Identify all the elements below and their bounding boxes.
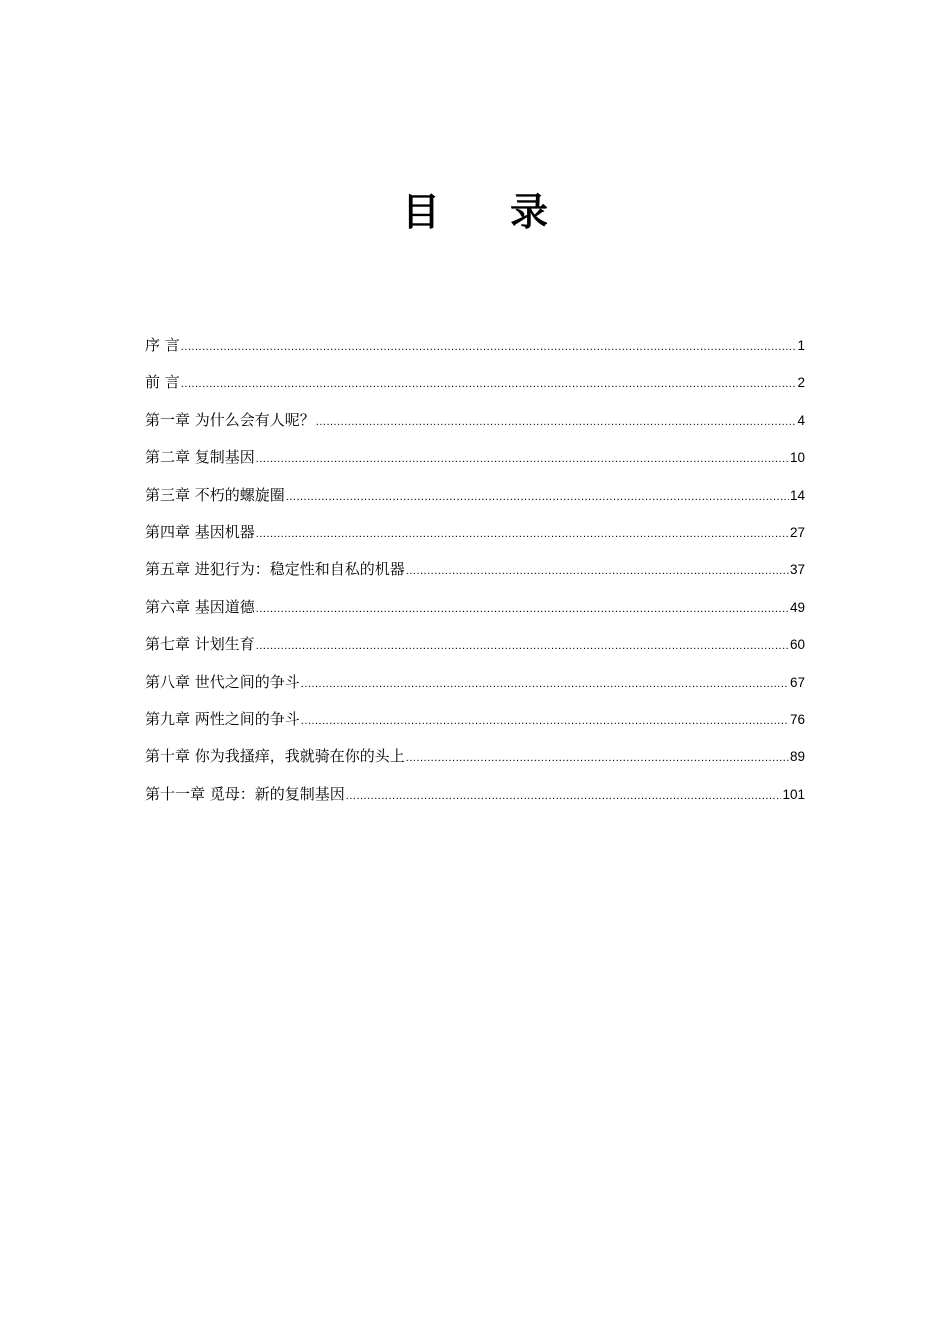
toc-leader-dots (346, 781, 782, 811)
toc-entry[interactable] (145, 592, 805, 629)
toc-page-number: 60 (789, 637, 805, 653)
toc-leader-dots (256, 594, 789, 624)
toc-leader-dots (256, 631, 789, 661)
toc-entry-label: 第四章 基因机器 (145, 522, 255, 541)
toc-page-number: 27 (789, 524, 805, 540)
title-char-1: 目 (401, 189, 440, 234)
toc-entry-label: 第二章 复制基因 (145, 448, 255, 467)
toc-page-number: 49 (789, 599, 805, 615)
toc-leader-dots (286, 482, 789, 512)
toc-entry-label: 第九章 两性之间的争斗 (145, 709, 300, 728)
toc-leader-dots (406, 556, 789, 586)
toc-leader-dots (406, 743, 789, 773)
page-title (0, 184, 950, 240)
toc-entry-label: 前 言 (145, 373, 180, 392)
toc-entry-label: 第一章 为什么会有人呢？ (145, 410, 315, 429)
toc-leader-dots (301, 669, 789, 699)
toc-entry-label: 序 言 (145, 336, 180, 354)
toc-entry[interactable] (145, 367, 805, 404)
toc-entry-label: 第十一章 觅母：新的复制基因 (145, 784, 345, 803)
toc-page-number: 101 (782, 786, 805, 802)
toc-page-number: 76 (789, 711, 805, 727)
toc-leader-dots (256, 519, 789, 549)
toc-leader-dots (301, 706, 789, 736)
toc-entry-label: 第七章 计划生育 (145, 635, 255, 654)
toc-entry[interactable] (145, 741, 805, 778)
title-char-2: 录 (510, 189, 549, 234)
toc-page-number: 1 (797, 338, 805, 353)
toc-leader-dots (181, 369, 797, 399)
toc-page-number: 89 (789, 749, 805, 765)
toc-entry-label: 第六章 基因道德 (145, 597, 255, 616)
toc-page-number: 67 (789, 674, 805, 690)
toc-entry-label: 第三章 不朽的螺旋圈 (145, 485, 285, 504)
toc-entry-label: 第八章 世代之间的争斗 (145, 672, 300, 691)
toc-entry[interactable] (145, 480, 805, 517)
toc-entry[interactable] (145, 517, 805, 554)
toc-page-number: 4 (797, 412, 805, 428)
toc-page-number: 10 (789, 450, 805, 466)
toc-entry[interactable] (145, 704, 805, 741)
toc-entry[interactable] (145, 629, 805, 666)
toc-entry[interactable] (145, 554, 805, 591)
toc-page-number: 2 (797, 375, 805, 391)
toc-leader-dots (181, 332, 797, 362)
toc-entry[interactable] (145, 405, 805, 442)
toc-entry-label: 第十章 你为我搔痒，我就骑在你的头上 (145, 747, 405, 766)
toc-page-number: 37 (789, 562, 805, 578)
toc-entry[interactable] (145, 442, 805, 479)
toc-entry-label: 第五章 进犯行为：稳定性和自私的机器 (145, 560, 405, 579)
toc-entry[interactable] (145, 330, 805, 367)
toc-entry[interactable] (145, 667, 805, 704)
toc-page-number: 14 (789, 487, 805, 503)
toc-entry[interactable] (145, 779, 805, 816)
toc-list (145, 330, 805, 816)
toc-leader-dots (256, 444, 789, 474)
toc-leader-dots (316, 407, 797, 437)
